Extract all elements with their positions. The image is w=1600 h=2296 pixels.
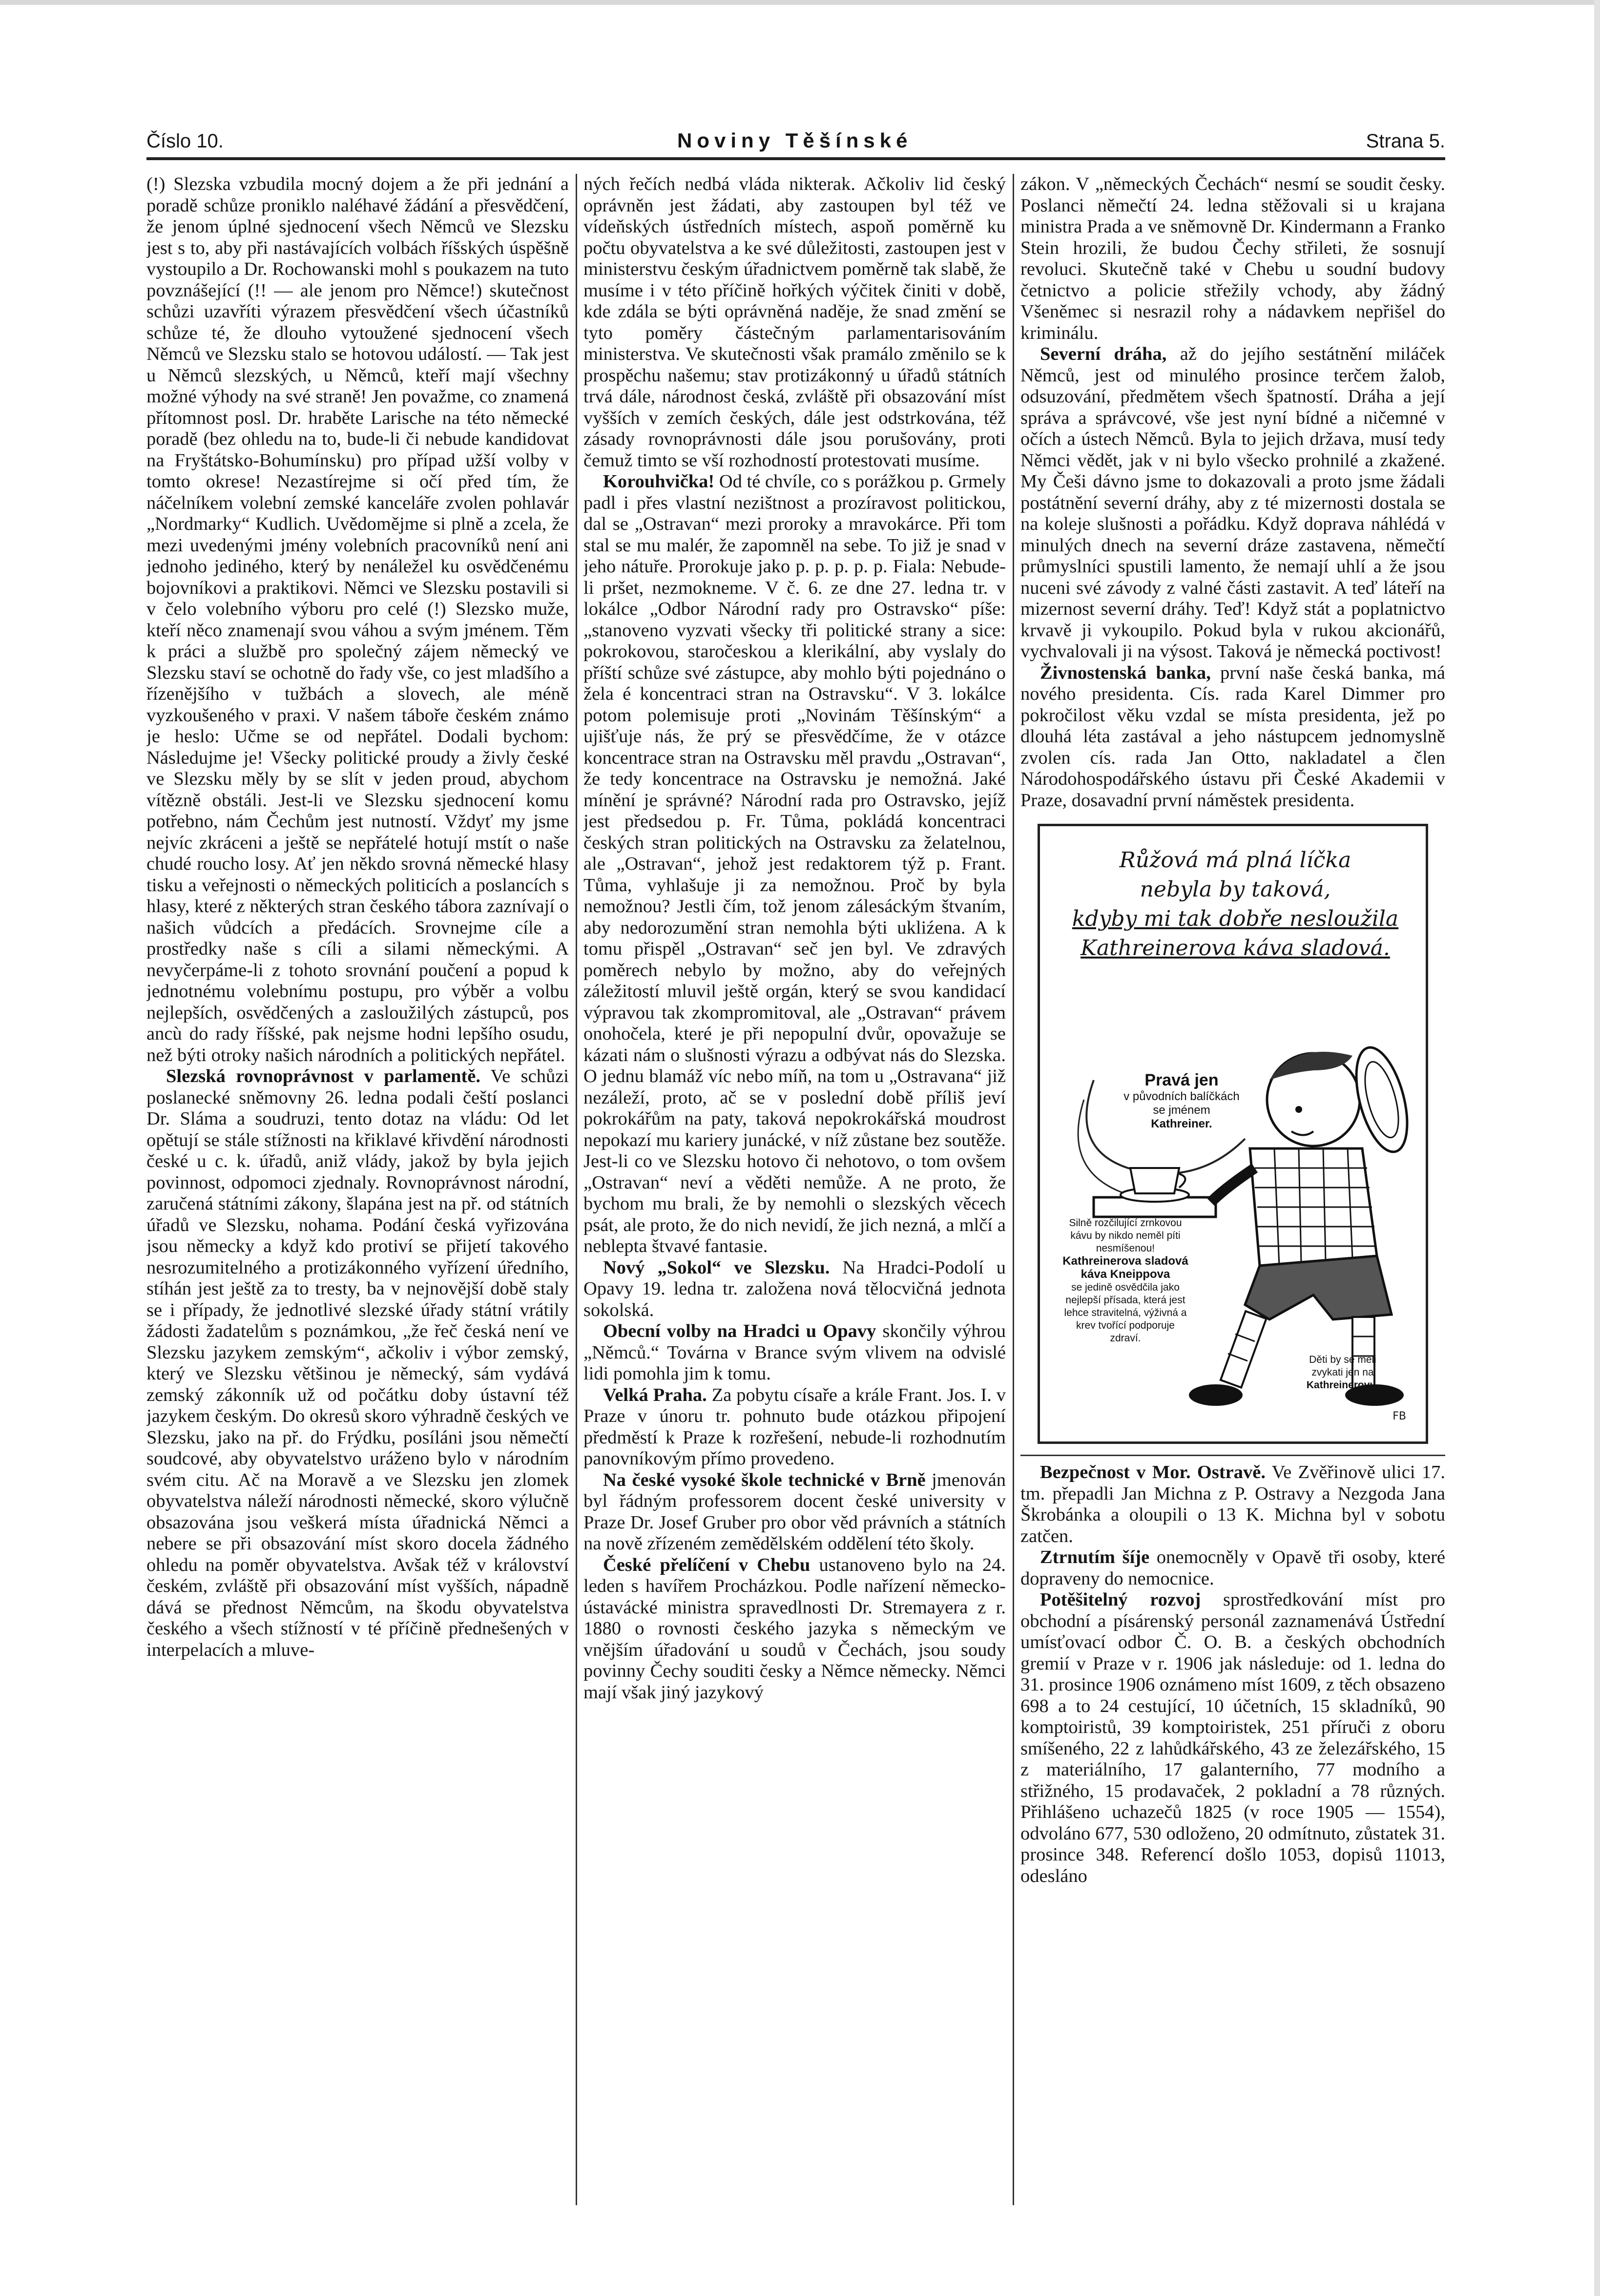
ad-notice-text: v původních balíčkách se jménem xyxy=(1123,1090,1240,1117)
article-paragraph xyxy=(583,1257,1006,1321)
issue-number: Číslo 10. xyxy=(146,130,224,152)
scan-border-right xyxy=(1594,0,1600,2296)
ad-health-notice xyxy=(1060,1217,1191,1345)
article-paragraph: (!) Slezska vzbudila mocný dojem a že při jednání a poradě schůze proniklo naléhavé žádání a přesvědčení, že jenom úplné sjednocení všech Němců ve Slezsku jest s to, aby při nastávajících volbách říšských úspěšně vystoupilo a Dr. Rochowanski mohl s poukazem na tuto povznášející (!! — ale jenom pro Němce!) skutečnost schůzi uzavříti výrazem přesvědčení všech účastníků schůze té, že dlouho vytoužené sjednocení všech Němců ve Slezsku stalo se hotovou událostí. — Tak jest u Němců slezských, u Němců, kteří mají všechny možné výhody na své straně! Jen považme, co znamená přítomnost posl. Dr. hraběte Larische na této německé poradě (bez ohledu na to, bude-li či nebude kandidovat na Fryštátsko-Bohumínsku) pro případ užší volby v tomto okrese! Nezastírejme si očí před tím, že náčelníkem volební zemské kanceláře zvolen pohlavár „Nordmarky“ Kudlich. Uvědomějme si plně a zcela, že mezi uvedenými jmény volebních pracovníků není ani jednoho jediného, který by nenáležel ku osvědčenému bojovníkovi a praktikovi. Němci ve Slezsku postavili si v čelo volebního výboru pro celé (!) Slezsko muže, kteří něco znamenají svou váhou a svým jménem. Těm k práci a službě pro společný zájem německý ve Slezsku staví se ochotně do řady vše, co jest mladšího a řízenějšího v tužbách a slovech, ale méně vyzkoušeného v praxi. V našem táboře českém známo je heslo: Učme se od nepřátel. Dodali bychom: Následujme je! Všecky politické proudy a živly české ve Slezsku měly by se slít v jeden proud, abychom vítězně obstáli. Jest-li ve Slezsku sjednocení komu potřebno, nám Čechům jest nutností. Vždyť my jsme nejvíc zkráceni a ještě se nepřátelé hotují mstít o naše chudé roucho losy. Ať jen někdo srovná německé hlasy tisku a veřejnosti o německých politicích a poslancích s hlasy, které z některých stran českého tábora zaznívají o našich vůdcích a předácích. Srovnejme cíle a prostředky naše s cíli a silami německými. A nevyčerpáme-li z tohoto srovnání poučení a popud k jednotnému volebnímu postupu, pro výběr a volbu nejlepších, osvědčených a zasloužilých zástupců, pos ancù do rady říšské, pak nejsme hodni lepšího osudu, než býti otroky našich národních a politických nepřátel. xyxy=(146,174,569,1065)
article-body: Ve Zvěřinově ulici 17. tm. přepadli Jan Michna z P. Ostravy a Nezgoda Jana Škrobánka a oloupili o 13 K. Michna byl v sobotu zatčen. xyxy=(1020,1462,1445,1546)
ad-product-name: Kathreinerova sladová káva Kneippova xyxy=(1062,1254,1188,1281)
article-body: skončily výhrou „Němců.“ Továrna v Brance svým vlivem na odvislé lidi pomohla jim k tomu. xyxy=(583,1321,1006,1384)
article-paragraph xyxy=(583,1555,1006,1704)
article-body: Od té chvíle, co s porážkou p. Grmely padl i přes vlastní nezištnost a prozíravost politickou, dal se „Ostravan“ mezi proroky a mravokárce. Při tom stal se mu malér, že zapomněl na sebe. To již je snad v jeho nátuře. Prorokuje jako p. p. p. p. p. Fiala: Nebude-li pršet, nezmokneme. V č. 6. ze dne 27. ledna tr. v lokálce „Odbor Národní rady pro Ostravsko“ píše: „stanoveno vyzvati všecky tři politické strany a sice: pokrokovou, staročeskou a klerikální, aby vyslaly do příští schůze své zástupce, aby mohlo býti pojednáno o žela é koncentraci stran na Ostravsku“. V 3. lokálce potom polemisuje proti „Novinám Těšínským“ a ujišťuje nás, že prý se přesvědčíme, že v otázce koncentrace stran na Ostravsku měl pravdu „Ostravan“, že tedy koncentrace na Ostravsku je nemožná. Jaké mínění je správné? Národní rada pro Ostravsko, jejíž jest předsedou p. Fr. Tůma, pokládá koncentraci českých stran politických na Ostravsku za želatelnou, ale „Ostravan“, jehož jest redaktorem týž p. Frant. Tůma, vyhlašuje ji za nemožnou. Proč by byla nemožnou? Jestli čím, tož jenom zálesáckým štvaním, aby nedorozumění stran nemohla býti ukliźena. A k tomu přispěl „Ostravan“ seč jen byl. Ve zdravých poměrech nebylo by možno, aby do veřejných záležitostí mluvil ještě orgán, který se svou kandidací výpravou tak zkompromitoval, ale „Ostravan“ právem onohočela, které je při nepopulní dvůr, opovažuje se kázati nám o slušnosti výrazu a odbývat nás do Slezska. O jednu blamáž víc nebo míň, na tom u „Ostravana“ již nezáleží, proto, ač se v poslední době příliš jeví pokrokářům na paty, taková nepokrokářská moudrost nepokazí mu kariery junácké, v níž zůstane bez soutěže. Jest-li co ve Slezsku hotovo či nehotovo, o tom ovšem „Ostravan“ neví a věděti nemůže. A ne proto, že bychom mu brali, že by nemohli o slezských věcech psát, ale proto, že do nich nevidí, že jich nezná, a mlčí a neblepta štvavé fantasie. xyxy=(583,471,1006,1256)
article-paragraph xyxy=(1020,1462,1445,1547)
article-heading: Korouhvička! xyxy=(603,471,715,492)
article-body: první naše česká banka, má nového presidenta. Cís. rada Karel Dimmer pro pokročilost věku vzdal se místa presidenta, jež po dlouhá léta zastával a jeho nástupcem jednomyslně zvolen cís. rada Jan Otto, nakladatel a člen Národohospodářského ústavu při České Akademii v Praze, dosavadní první náměstek presidenta. xyxy=(1020,662,1445,811)
ad-notice-text: Silně rozčilující zrnkovou kávu by nikdo neměl píti nesmíšenou! xyxy=(1069,1217,1182,1254)
article-paragraph xyxy=(583,471,1006,1257)
masthead-title: Noviny Těšínské xyxy=(677,129,913,152)
slogan-line: nebyla by taková, xyxy=(1140,877,1331,902)
article-heading: Velká Praha. xyxy=(603,1384,707,1405)
article-paragraph xyxy=(583,1385,1006,1470)
article-body: Na Hradci-Podolí u Opavy 19. ledna tr. založena nová tělocvičná jednota sokolská. xyxy=(583,1257,1006,1320)
ad-notice-heading: Pravá jen xyxy=(1144,1071,1219,1089)
artist-monogram: FB xyxy=(1392,1410,1406,1422)
article-paragraph xyxy=(1020,663,1445,812)
ad-brand-name: Kathreiner. xyxy=(1151,1117,1212,1130)
article-body: až do jejího sestátnění miláček Němců, jest od minulého prosince terčem žalob, odsuzování, předmětem všech špatností. Dráha a její správa a správcové, vše jest nyní bídné a ničemné v očích a ústech Němců. Byla to jejich država, musí tedy Němci vědět, jak v ni bylo všecko prohnilé a zkažené. My Češi dávno jsme to dokazovali a proto jsme žádali postátnění severní dráhy, aby z té mizernosti dostala se na koleje slušnosti a pořádku. Když doprava náhlédá v minulých dnech na severní dráze zastavena, němečtí průmyslníci spustili lamento, že nemají uhlí a že jsou nuceni své závody z valné části zastavit. A teď láteří na mizernost severní dráhy. Teď! Když stát a poplatnictvo krvavě ji vykoupilo. Pokud byla v rukou akcionářů, vychvalovali ji na výsost. Taková je německá poctivost! xyxy=(1020,344,1445,662)
article-paragraph: zákon. V „německých Čechách“ nesmí se soudit česky. Poslanci němečtí 24. ledna stěžovali si u krajana ministra Prada a ve sněmovně Dr. Kindermann a Franko Stein hrozili, že budou Čechy střileti, že sosnují revoluci. Skutečně také v Chebu u soudní budovy četnictvo a policie střežily vchody, aby žádný Všeněmec si nesrazil rohy a nádavkem nepřišel do kriminálu. xyxy=(1020,174,1445,343)
article-paragraph xyxy=(583,1470,1006,1555)
ad-children-notice xyxy=(1299,1354,1387,1392)
ad-genuine-only-notice xyxy=(1123,1070,1240,1131)
article-body: jmenován byl řádným professorem docent české university v Praze Dr. Josef Gruber pro obor věd právních a státních na nově zřízeném zemědělském oddělení této školy. xyxy=(583,1469,1006,1554)
page-header xyxy=(146,116,1445,160)
section-divider xyxy=(1020,1455,1445,1456)
slogan-line: Kathreinerova káva sladová. xyxy=(1081,936,1390,960)
article-heading: Živnostenská banka, xyxy=(1040,662,1211,683)
article-heading: Obecní volby na Hradci u Opavy xyxy=(603,1321,876,1341)
newspaper-page xyxy=(146,116,1445,2255)
article-body: sprostředkování míst pro obchodní a písárenský personál zaznamenává Ústřední umísťovací odbor Č. O. B. a českých obchodních gremií v Praze v r. 1906 jak následuje: od 1. ledna do 31. prosince 1906 oznámeno míst 1609, z těch obsazeno 698 a to 24 cestující, 10 účetních, 15 skladníků, 90 komptoiristů, 39 komptoiristek, 251 příruči z oboru smíšeného, 22 z lahůdkářského, 43 ze železářského, 15 z materiálního, 17 galanterního, 77 modního a střižného, 15 prodavaček, 2 pokladní a 78 různých. Přihlášeno uchazečů 1825 (v roce 1905 — 1554), odvoláno 677, 530 odloženo, 20 odmítnuto, zůstatek 31. prosince 348. Referencí došlo 1053, dopisů 11013, odesláno xyxy=(1020,1589,1445,1886)
article-heading: České přelíčení v Chebu xyxy=(603,1554,810,1575)
slogan-line: kdyby mi tak dobře nesloužila xyxy=(1072,906,1399,931)
article-paragraph xyxy=(146,1066,569,1661)
ad-notice-text: se jedině osvědčila jako nejlepší přísada, která jest lehce stravitelná, výživná a krev tvořící podporuje zdraví. xyxy=(1064,1282,1187,1344)
article-paragraph xyxy=(1020,344,1445,663)
article-heading: Bezpečnost v Mor. Ostravě. xyxy=(1040,1462,1266,1482)
article-heading: Ztrnutím šíje xyxy=(1040,1547,1150,1567)
kathreiner-advertisement xyxy=(1038,824,1428,1444)
article-paragraph xyxy=(583,1321,1006,1385)
article-heading: Slezská rovnoprávnost v parlamentě. xyxy=(166,1066,481,1086)
article-body: Za pobytu císaře a krále Frant. Jos. I. v Praze v únoru tr. pohnuto bude otázkou připojení předměstí k Praze k rozřešení, nebude-li rozhodnutím panovníkovým přímo provedeno. xyxy=(583,1384,1006,1469)
article-paragraph xyxy=(1020,1589,1445,1887)
article-paragraph: ných řečích nedbá vláda nikterak. Ačkoliv lid český oprávněn jest žádati, aby zastoupen byl též ve vídeňských ústředních místech, aspoň poměrně ku počtu obyvatelstva a ke své důležitosti, zastoupen jest v ministerstvu českým úřadnictvem poměrně tak slabě, že musíme i v této příčině hořkých výčitek činiti v době, kde zdála se býti oprávněná naděje, že snad změní se tyto poměry částečným parlamentarisováním ministerstva. Ve skutečnosti však pramálo změnilo se k prospěchu našemu; stav protizákonný u úřadů státních trvá dále, národnost česká, zvláště při obsazování míst vyšších v zemích českých, dále jest odstrkována, též zásady rovnoprávnosti dále jsou porušovány, proti čemuž timto se vší rozhodností protestovati musíme. xyxy=(583,174,1006,471)
article-body: ustanoveno bylo na 24. leden s havířem Procházkou. Podle nařízení německo-ústavácké ministra spravedlnosti Dr. Stremayera z r. 1880 o rovnosti českého jazyka s německým ve vnějším úřadování u soudů v Čechách, jsou soudy povinny Čechy souditi česky a Němce německy. Němci mají však jiný jazykový xyxy=(583,1554,1006,1703)
article-heading: Potěšitelný rozvoj xyxy=(1040,1589,1201,1610)
ad-notice-text: Děti by se měli zvykati jen na xyxy=(1309,1354,1376,1378)
column-divider xyxy=(1013,174,1014,2205)
article-heading: Severní dráha, xyxy=(1040,344,1167,364)
article-body: onemocněly v Opavě tři osoby, které dopraveny do nemocnice. xyxy=(1020,1547,1445,1589)
boy-with-coffee-tray-illustration xyxy=(1040,826,1426,1441)
article-body: Ve schůzi poslanecké sněmovny 26. ledna podali čeští poslanci Dr. Sláma a soudruzi, tento dotaz na vládu: Od let opětují se stále stížnosti na křiklavé křivdění národnosti české u c. k. úřadů, aniž vlády, jakož by byla jejich povinnost, odpomoci zjednaly. Rovnoprávnost národní, zaručená státními zákony, šlapána jest na př. od státních úřadů ve Slezsku, nohama. Podání česká vyřizována jsou německy a když kdo protiví se přijetí takového nesrozumitelného a protizákonného vyřízení úředního, stíhán jest ještě za to tresty, ba v nejnovější době staly se i případy, že jednotlivé slezské úřady státní vrátily žádosti žadatelům s poznámkou, „že řeč česká není ve Slezsku jazykem zemským“, ačkoliv i výbor zemský, který ve Slezsku většinou je německý, sám vydává zemský zákonník už od počátku doby ústavní též jazykem českým. Do okresů skoro výhradně českých ve Slezsku, jako na př. do Frýdku, posíláni jsou němečtí soudcové, aby obyvatelstvo uráženo bylo v národním svém citu. Ač na Moravě a ve Slezsku jen zlomek obyvatelstva náleží národnosti německé, skoro výlučně obsazována jsou veškerá místa úřadnická Němci a nebere se při obsazování míst skoro docela žádného ohledu na poměr obyvatelstva. Avšak též v království českém, zvláště při obsazování míst vyšších, nápadně dává se přednost Němcům, na škodu obyvatelstva českého a všech stížností v té příčině přednešených v interpelacích a mluve- xyxy=(146,1066,569,1660)
article-paragraph xyxy=(1020,1547,1445,1589)
page-number: Strana 5. xyxy=(1366,130,1445,152)
scan-border-top xyxy=(0,0,1600,5)
column-divider xyxy=(576,174,577,2205)
column-2 xyxy=(583,174,1006,2205)
slogan-line: Růžová má plná líčka xyxy=(1119,848,1351,873)
article-heading: Na české vysoké škole technické v Brně xyxy=(603,1469,926,1490)
article-heading: Nový „Sokol“ ve Slezsku. xyxy=(603,1257,830,1278)
column-3 xyxy=(1020,174,1445,2205)
ad-brand-name: Kathreinerovu. xyxy=(1306,1379,1379,1391)
column-1 xyxy=(146,174,569,2205)
